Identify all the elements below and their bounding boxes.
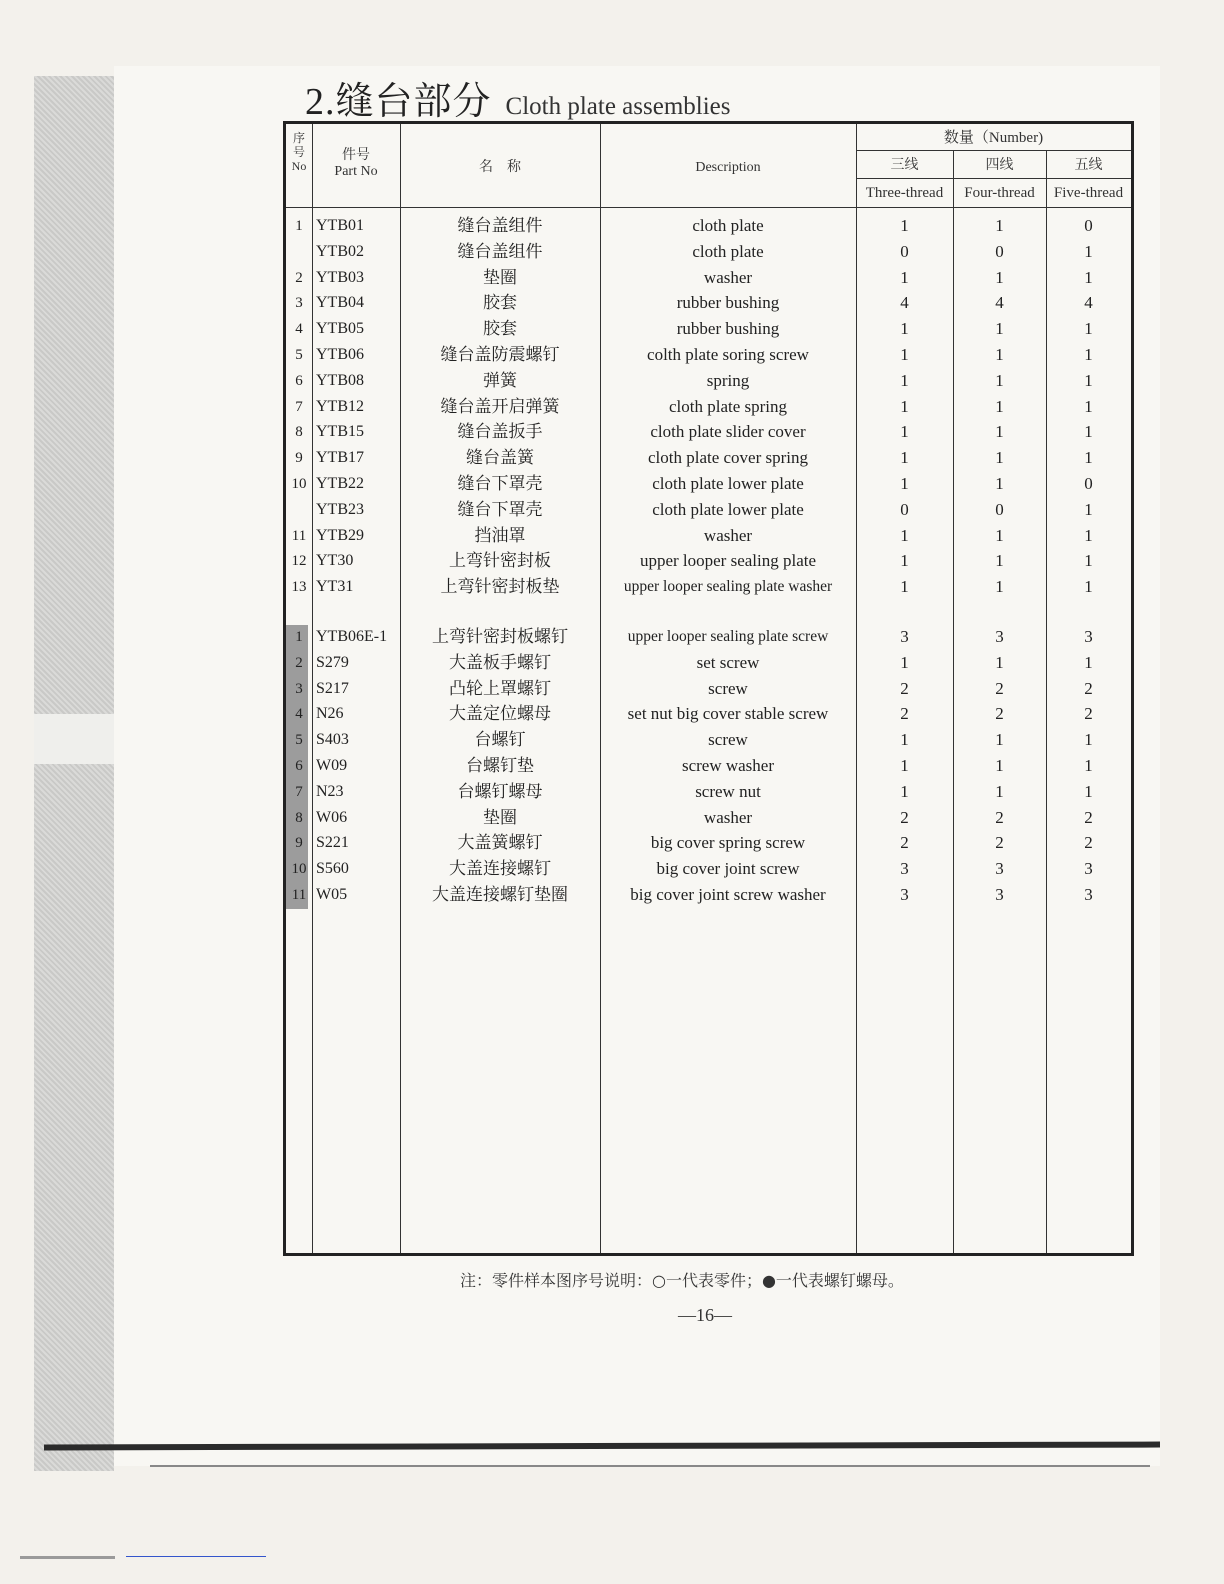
cell-part: YTB05 <box>316 320 364 338</box>
cell-five: 0 <box>1084 474 1093 493</box>
header-no-en: No <box>291 158 307 173</box>
cell-name: 大盖定位螺母 <box>449 704 551 724</box>
cell-three: 1 <box>900 781 909 801</box>
cell-part: S279 <box>316 653 349 671</box>
cell-part: YTB04 <box>316 294 364 312</box>
cell-three: 1 <box>900 474 909 493</box>
cell-four: 3 <box>995 627 1004 646</box>
cell-desc: spring <box>706 370 750 390</box>
cell-part: YTB06E-1 <box>316 628 388 645</box>
cell-name: 上弯针密封板螺钉 <box>432 627 568 646</box>
cell-five: 2 <box>1084 833 1093 853</box>
cell-five: 1 <box>1084 370 1093 390</box>
cell-three: 1 <box>900 577 909 597</box>
cell-three: 1 <box>900 756 909 775</box>
cell-three: 1 <box>900 551 909 571</box>
cell-desc: screw washer <box>681 756 775 775</box>
cell-three: 1 <box>900 730 909 750</box>
cell-part: S560 <box>316 860 349 878</box>
cell-five: 1 <box>1084 345 1093 364</box>
cell-five: 4 <box>1084 293 1093 313</box>
cell-part: YTB12 <box>316 397 364 415</box>
cell-part: YTB22 <box>316 475 364 492</box>
cell-part: YTB23 <box>316 500 364 518</box>
col-divider-no <box>312 124 313 1253</box>
cell-desc: big cover joint screw washer <box>630 885 826 904</box>
cell-desc: cloth plate lower plate <box>652 499 804 519</box>
header-three-zh: 三线 <box>890 158 919 173</box>
cell-four: 1 <box>995 345 1004 364</box>
footnote: 注：零件样本图序号说明：○一代表零件；●一代表螺钉螺母。 <box>460 1271 904 1290</box>
cell-four: 2 <box>995 678 1004 698</box>
cell-desc: cloth plate <box>692 216 764 235</box>
cell-five: 3 <box>1084 885 1093 904</box>
cell-name: 上弯针密封板垫 <box>440 577 560 597</box>
cell-no: 7 <box>295 398 303 415</box>
cell-five: 2 <box>1084 807 1093 827</box>
header-four-zh: 四线 <box>985 158 1014 173</box>
scan-edge-strip <box>34 76 114 1471</box>
cell-part: W05 <box>316 886 348 903</box>
cell-four: 4 <box>995 293 1004 313</box>
cell-five: 1 <box>1084 730 1093 750</box>
cell-part: YTB17 <box>316 449 364 467</box>
cell-desc: big cover spring screw <box>650 833 806 853</box>
cell-no: 10 <box>291 476 307 492</box>
cell-four: 1 <box>995 525 1004 545</box>
cell-name: 台螺钉垫 <box>466 756 534 775</box>
cell-name: 垫圈 <box>483 807 517 827</box>
cell-part: W09 <box>316 757 348 774</box>
cell-part: YTB29 <box>316 526 364 544</box>
header-no <box>286 132 312 173</box>
cell-name: 缝台盖防震螺钉 <box>440 345 560 364</box>
cell-five: 1 <box>1084 396 1093 416</box>
cell-five: 3 <box>1084 859 1093 879</box>
cell-part: S217 <box>316 679 349 697</box>
cell-name: 缝台盖簧 <box>466 448 534 468</box>
cell-four: 0 <box>995 241 1004 261</box>
cell-part: YTB01 <box>316 217 364 234</box>
header-description: Description <box>695 160 761 175</box>
cell-name: 缝台盖开启弹簧 <box>440 396 560 416</box>
cell-no: 10 <box>291 861 307 878</box>
cell-no: 11 <box>291 527 307 544</box>
scan-bottom-line <box>150 1465 1150 1467</box>
cell-desc: cloth plate slider cover <box>650 422 806 442</box>
cell-four: 2 <box>995 704 1004 724</box>
header-no-zh1: 序 <box>292 131 305 145</box>
cell-part: YTB08 <box>316 371 364 389</box>
cell-no: 3 <box>295 295 303 312</box>
page-title <box>305 70 730 125</box>
cell-five: 3 <box>1084 627 1093 646</box>
scan-edge-gap <box>34 714 114 764</box>
header-divider-threads <box>856 178 1131 179</box>
cell-three: 1 <box>900 267 909 287</box>
cell-desc: set screw <box>696 652 760 672</box>
cell-desc: screw nut <box>695 781 761 801</box>
cell-no: 11 <box>291 887 307 903</box>
cell-four: 1 <box>995 370 1004 390</box>
cell-three: 2 <box>900 833 909 853</box>
cell-five: 1 <box>1084 781 1093 801</box>
col-divider-three <box>953 150 954 1253</box>
cell-four: 1 <box>995 422 1004 442</box>
cell-part: YT30 <box>316 552 354 570</box>
cell-five: 1 <box>1084 756 1093 775</box>
cell-no: 2 <box>295 269 303 286</box>
cell-three: 1 <box>900 370 909 390</box>
cell-four: 1 <box>995 551 1004 571</box>
cell-name: 大盖连接螺钉 <box>449 859 551 879</box>
cell-three: 1 <box>900 448 909 468</box>
cell-five: 1 <box>1084 267 1093 287</box>
cell-part: S221 <box>316 834 349 852</box>
cell-four: 3 <box>995 885 1004 904</box>
cell-name: 大盖板手螺钉 <box>449 652 551 672</box>
cell-four: 2 <box>995 833 1004 853</box>
cell-name: 挡油罩 <box>474 525 526 545</box>
cell-four: 2 <box>995 807 1004 827</box>
cell-four: 1 <box>995 781 1004 801</box>
cell-three: 3 <box>900 885 909 904</box>
cell-four: 1 <box>995 448 1004 468</box>
cell-no: 1 <box>295 218 303 234</box>
cell-no: 4 <box>295 321 303 338</box>
cell-no: 7 <box>295 783 303 800</box>
cell-desc: upper looper sealing plate washer <box>623 578 833 596</box>
cell-no: 9 <box>295 450 303 467</box>
header-part-zh: 件号 <box>342 148 370 163</box>
cell-four: 1 <box>995 396 1004 416</box>
header-part-en: Part No <box>334 164 378 180</box>
cell-part: N26 <box>316 705 344 723</box>
header-five-zh: 五线 <box>1074 158 1103 173</box>
cell-desc: upper looper sealing plate <box>639 551 817 571</box>
cell-three: 1 <box>900 216 909 235</box>
title-zh: 2.缝台部分 <box>305 81 492 123</box>
cell-desc: upper looper sealing plate screw <box>627 628 829 645</box>
header-divider-number <box>856 150 1131 151</box>
header-three-en: Three-thread <box>865 185 944 201</box>
cell-part: W06 <box>316 808 348 826</box>
cell-no: 12 <box>291 553 307 570</box>
cell-four: 0 <box>995 499 1004 519</box>
cell-no: 1 <box>295 629 303 645</box>
cell-three: 0 <box>900 241 909 261</box>
cell-no: 8 <box>295 424 303 441</box>
cell-desc: colth plate soring screw <box>647 345 809 364</box>
header-no-zh2: 号 <box>292 144 305 159</box>
cell-name: 缝台盖扳手 <box>457 422 543 442</box>
cell-desc: washer <box>703 525 753 545</box>
header-number-group: 数量（Number) <box>943 130 1044 146</box>
page-number: —16— <box>678 1305 732 1325</box>
cell-three: 1 <box>900 525 909 545</box>
cell-part: YTB06 <box>316 346 364 363</box>
cell-three: 1 <box>900 345 909 364</box>
cell-name: 弹簧 <box>483 370 517 390</box>
cell-four: 3 <box>995 859 1004 879</box>
header-name: 名 称 <box>479 160 521 175</box>
cell-part: YTB15 <box>316 423 364 441</box>
cell-four: 1 <box>995 652 1004 672</box>
cell-five: 1 <box>1084 577 1093 597</box>
cell-five: 1 <box>1084 652 1093 672</box>
parts-table <box>283 121 1134 1256</box>
cell-five: 2 <box>1084 678 1093 698</box>
cell-four: 1 <box>995 730 1004 750</box>
cell-desc: washer <box>703 267 753 287</box>
cell-five: 1 <box>1084 551 1093 571</box>
cell-name: 凸轮上罩螺钉 <box>449 678 551 698</box>
cell-no: 9 <box>295 835 303 852</box>
cell-desc: washer <box>703 807 753 827</box>
cell-name: 台螺钉 <box>474 730 526 750</box>
cell-name: 胶套 <box>483 319 517 339</box>
cell-part: N23 <box>316 782 344 800</box>
cell-five: 1 <box>1084 241 1093 261</box>
cell-desc: cloth plate cover spring <box>647 448 809 468</box>
cell-four: 1 <box>995 474 1004 493</box>
cell-five: 1 <box>1084 499 1093 519</box>
cell-part: YTB03 <box>316 268 364 286</box>
cell-five: 2 <box>1084 704 1093 724</box>
cell-name: 大盖簧螺钉 <box>457 833 543 853</box>
cell-three: 2 <box>900 704 909 724</box>
cell-name: 垫圈 <box>483 267 517 287</box>
cell-name: 胶套 <box>483 293 517 313</box>
cell-desc: big cover joint screw <box>656 859 800 879</box>
cell-five: 1 <box>1084 319 1093 339</box>
cell-five: 1 <box>1084 525 1093 545</box>
cell-no: 3 <box>295 680 303 697</box>
cell-name: 缝台盖组件 <box>457 241 543 261</box>
cell-four: 1 <box>995 756 1004 775</box>
cell-three: 3 <box>900 859 909 879</box>
cell-desc: cloth plate <box>692 241 764 261</box>
cell-name: 缝台盖组件 <box>457 216 543 235</box>
cell-no: 4 <box>295 706 303 723</box>
cell-three: 4 <box>900 293 909 313</box>
cell-desc: rubber bushing <box>676 319 780 339</box>
cell-three: 0 <box>900 499 909 519</box>
cell-five: 0 <box>1084 216 1093 235</box>
cell-part: YT31 <box>316 578 354 596</box>
cell-name: 大盖连接螺钉垫圈 <box>432 885 568 904</box>
cell-three: 2 <box>900 678 909 698</box>
cell-name: 缝台下罩壳 <box>457 499 543 519</box>
cell-three: 1 <box>900 319 909 339</box>
cell-desc: rubber bushing <box>676 293 780 313</box>
cell-part: S403 <box>316 731 349 749</box>
col-divider-four <box>1046 150 1047 1253</box>
cell-five: 1 <box>1084 422 1093 442</box>
cell-four: 1 <box>995 577 1004 597</box>
cell-three: 3 <box>900 627 909 646</box>
cell-five: 1 <box>1084 448 1093 468</box>
cell-name: 上弯针密封板 <box>449 551 551 571</box>
cell-desc: cloth plate lower plate <box>652 474 804 493</box>
cell-no: 6 <box>295 372 303 389</box>
cell-three: 1 <box>900 652 909 672</box>
cell-no: 8 <box>295 809 303 826</box>
title-en: Cloth plate assemblies <box>505 93 731 120</box>
cell-no: 5 <box>295 347 303 363</box>
cell-three: 1 <box>900 396 909 416</box>
cell-part: YTB02 <box>316 242 364 260</box>
cell-four: 1 <box>995 216 1004 235</box>
cell-desc: screw <box>708 730 748 750</box>
cell-four: 1 <box>995 319 1004 339</box>
header-four-en: Four-thread <box>964 185 1035 201</box>
cell-no: 13 <box>291 579 307 596</box>
cell-name: 台螺钉螺母 <box>457 781 543 801</box>
cell-name: 缝台下罩壳 <box>457 474 543 493</box>
cell-four: 1 <box>995 267 1004 287</box>
header-bottom-line <box>286 207 1131 208</box>
cell-desc: screw <box>708 678 748 698</box>
cell-three: 1 <box>900 422 909 442</box>
cell-desc: cloth plate spring <box>668 396 788 416</box>
cell-no: 2 <box>295 654 303 671</box>
cell-no: 6 <box>295 758 303 774</box>
header-part <box>312 148 400 180</box>
footer-bar <box>20 1556 115 1559</box>
cell-desc: set nut big cover stable screw <box>627 704 829 724</box>
footer-link <box>126 1556 266 1557</box>
header-five-en: Five-thread <box>1053 185 1124 201</box>
cell-three: 2 <box>900 807 909 827</box>
cell-no: 5 <box>295 732 303 749</box>
